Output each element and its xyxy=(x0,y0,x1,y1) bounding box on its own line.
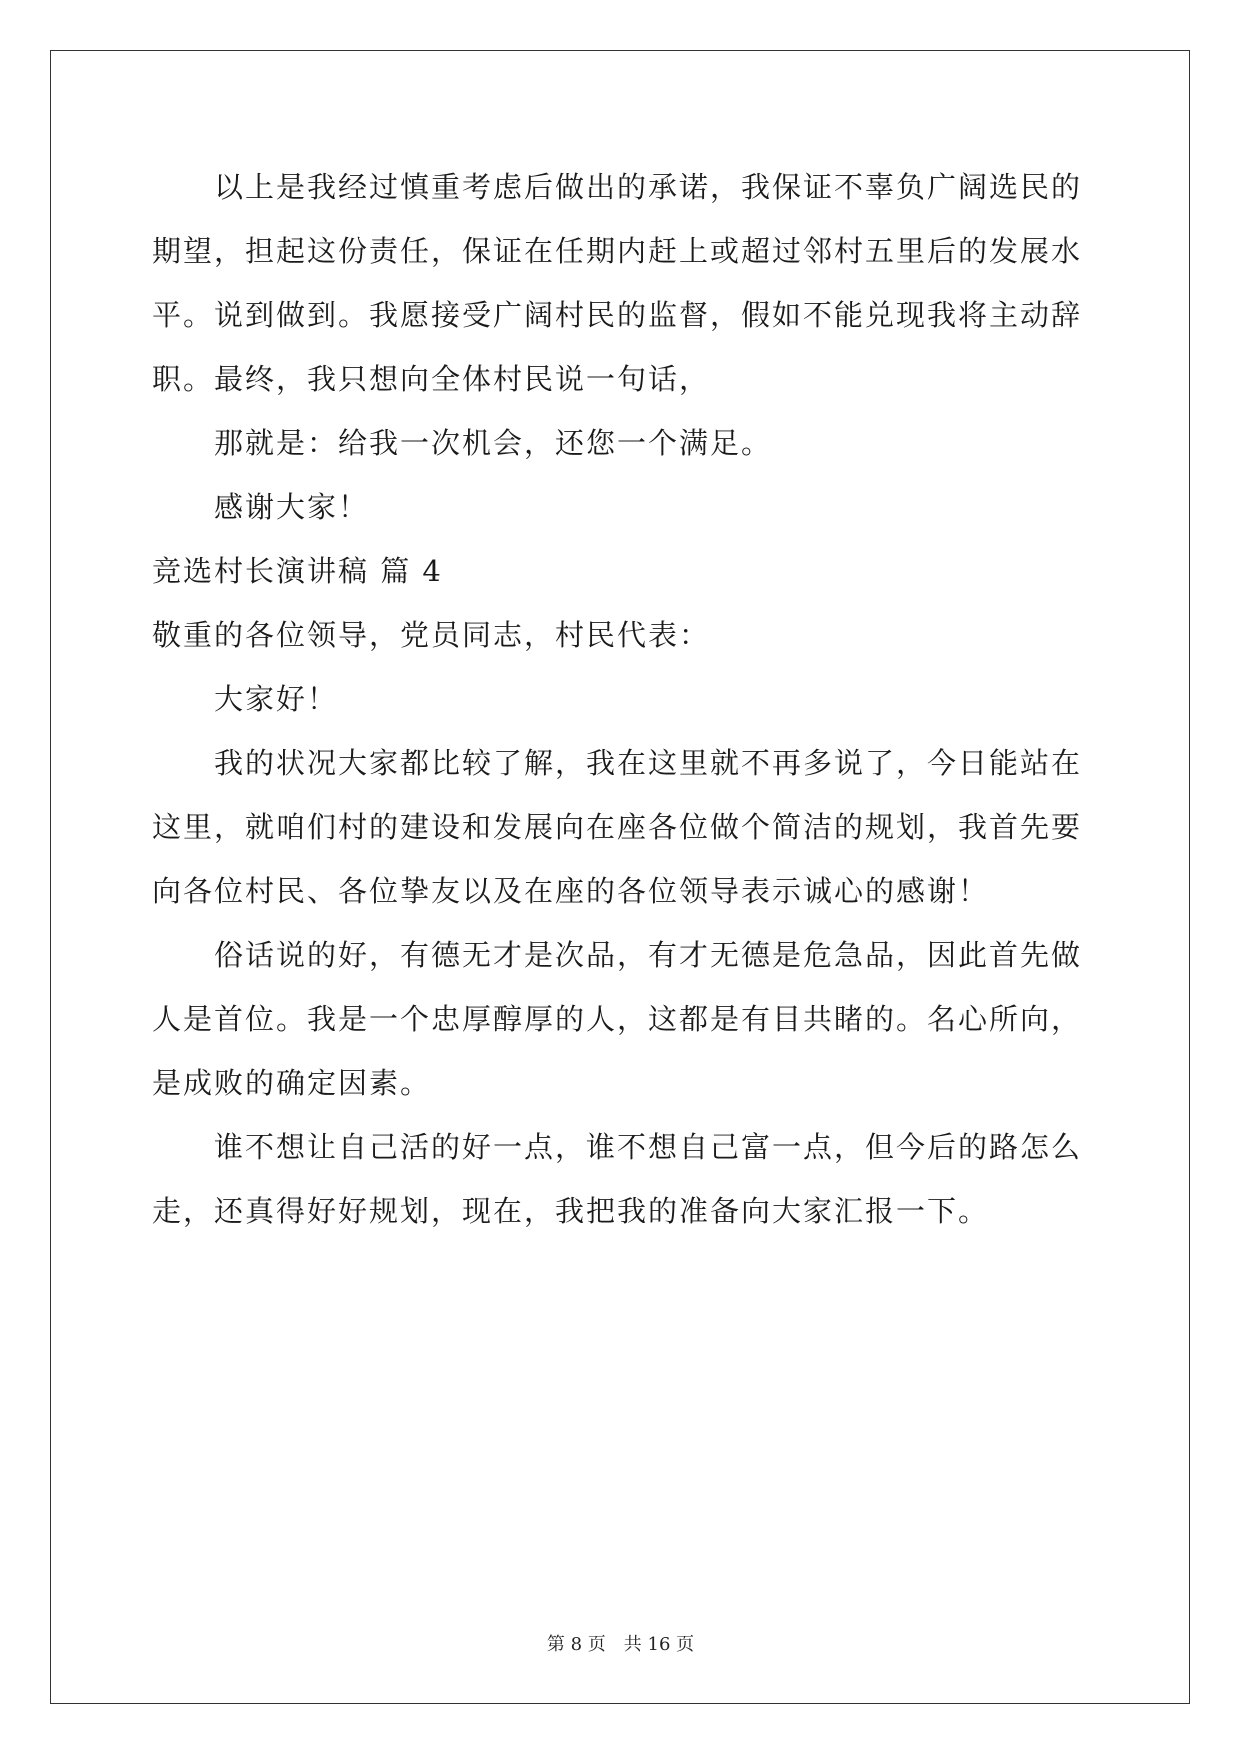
text-line: 那就是：给我一次机会，还您一个满足。 xyxy=(214,426,773,460)
text-line: 平。说到做到。我愿接受广阔村民的监督，假如不能兑现我将主动辞 xyxy=(152,298,1083,332)
text-line: 以上是我经过慎重考虑后做出的承诺，我保证不辜负广阔选民的 xyxy=(214,170,1083,204)
document-body xyxy=(152,155,1092,1243)
text-line: 感谢大家！ xyxy=(214,490,370,524)
text-line: 谁不想让自己活的好一点，谁不想自己富一点，但今后的路怎么 xyxy=(214,1130,1083,1164)
text-line: 我的状况大家都比较了解，我在这里就不再多说了，今日能站在 xyxy=(214,746,1083,780)
text-line: 俗话说的好，有德无才是次品，有才无德是危急品，因此首先做 xyxy=(214,938,1083,972)
text-line: 职。最终，我只想向全体村民说一句话， xyxy=(152,362,711,396)
text-line: 是成败的确定因素。 xyxy=(152,1066,432,1100)
section-heading: 竞选村长演讲稿 篇 4 xyxy=(152,554,443,588)
greeting: 大家好！ xyxy=(214,682,339,716)
text-line: 向各位村民、各位挚友以及在座的各位领导表示诚心的感谢！ xyxy=(152,874,990,908)
text-line: 这里，就咱们村的建设和发展向在座各位做个简洁的规划，我首先要 xyxy=(152,810,1083,844)
page-number-footer: 第 8 页 共 16 页 xyxy=(546,1634,695,1655)
text-line: 人是首位。我是一个忠厚醇厚的人，这都是有目共睹的。名心所向， xyxy=(152,1002,1083,1036)
text-line: 走，还真得好好规划，现在，我把我的准备向大家汇报一下。 xyxy=(152,1194,990,1228)
text-line: 期望，担起这份责任，保证在任期内赶上或超过邻村五里后的发展水 xyxy=(152,234,1083,268)
salutation: 敬重的各位领导，党员同志，村民代表： xyxy=(152,618,711,652)
